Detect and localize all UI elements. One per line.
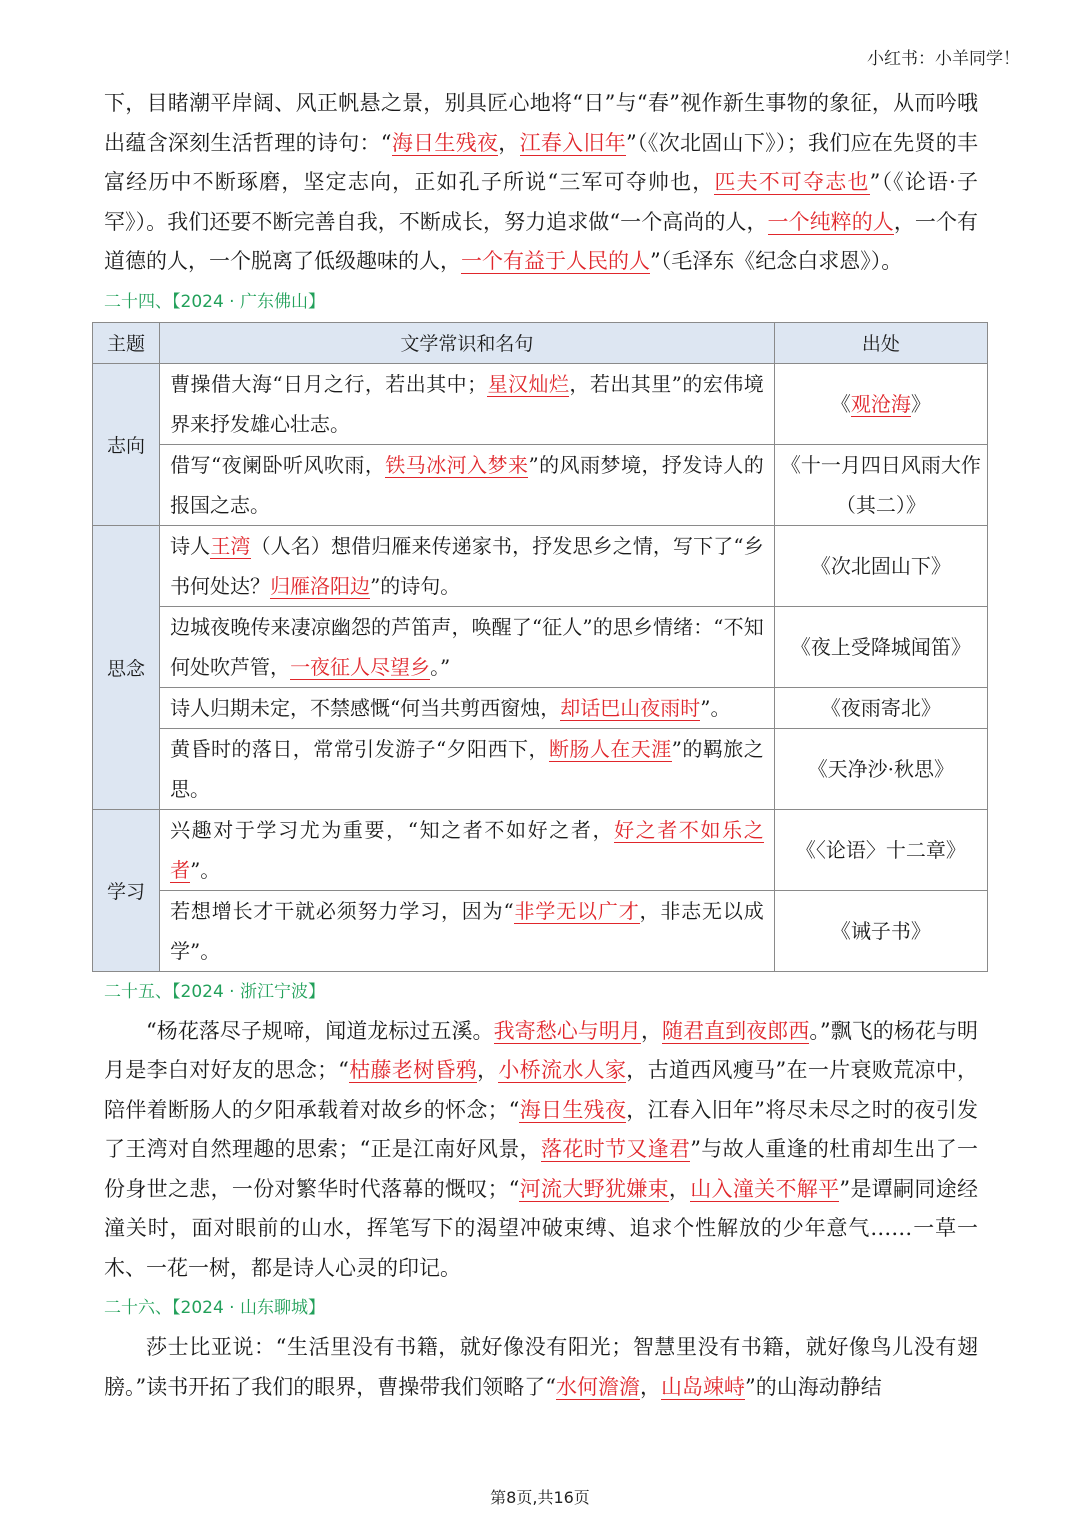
answer-text: 匹夫不可夺志也: [714, 170, 870, 194]
table-row: [93, 606, 988, 687]
section-26-heading: 二十六、【2024 · 山东聊城】: [104, 1298, 325, 1318]
content-cell: 边城夜晚传来凄凉幽怨的芦笛声，唤醒了“征人”的思乡情绪：“不知何处吹芦管，一夜征人尽望乡。”: [160, 606, 775, 687]
answer-text: 一个有益于人民的人: [461, 249, 650, 273]
table-row: [93, 525, 988, 606]
content-cell: 诗人归期未定，不禁感慨“何当共剪西窗烛，却话巴山夜雨时”。: [160, 687, 775, 728]
content-cell: 曹操借大海“日月之行，若出其中；星汉灿烂，若出其里”的宏伟境界来抒发雄心壮志。: [160, 363, 775, 444]
source-cell: 《观沧海》: [774, 363, 987, 444]
answer-text: 海日生残夜: [391, 130, 499, 155]
section-25-paragraph: “杨花落尽子规啼，闻道龙标过五溪。我寄愁心与明月，随君直到夜郎西。”飘飞的杨花与明月是李白对好友的思念；“枯藤老树昏鸦，小桥流水人家，古道西风瘦马”在一片衰败荒凉中，陪伴着断肠人的夕阳承载着对故乡的怀念；“海日生残夜，江春入旧年”将尽未尽之时的夜引发了王湾对自然理趣的思索；“正是江南好风景，落花时节又逢君”与故人重逢的杜甫却生出了一份身世之悲，一份对繁华时代落幕的慨叹；“河流大野犹嫌束，山入潼关不解平”是谭嗣同途经潼关时，面对眼前的山水，挥笔写下的渴望冲破束缚、追求个性解放的少年意气……一草一木、一花一树，都是诗人心灵的印记。: [104, 1018, 979, 1280]
section-26-paragraph: 莎士比亚说：“生活里没有书籍，就好像没有阳光；智慧里没有书籍，就好像鸟儿没有翅膀。”读书开拓了我们的眼界，曹操带我们领略了“水何澹澹，山岛竦峙”的山海动静结: [104, 1335, 978, 1399]
table-row: [93, 363, 988, 444]
theme-cell: 学习: [93, 809, 160, 971]
header-content: 文学常识和名句: [160, 322, 775, 363]
table-row: [93, 890, 988, 971]
header-theme: 主题: [93, 322, 160, 363]
section-25-heading: 二十五、【2024 · 浙江宁波】: [104, 981, 325, 1002]
content-cell: 兴趣对于学习尤为重要，“知之者不如好之者，好之者不如乐之者”。: [160, 809, 775, 890]
watermark: 小红书：小羊同学！: [867, 49, 1020, 69]
answer-text: 一个纯粹的人: [767, 209, 894, 234]
page-number: 第8页,共16页: [490, 1488, 590, 1507]
table-header-row: [93, 322, 988, 363]
table-row: [93, 809, 988, 890]
theme-cell: 思念: [93, 525, 160, 809]
source-cell: 《天净沙·秋思》: [774, 728, 987, 809]
answer-text: 江春入旧年: [519, 130, 627, 155]
table-row: [93, 728, 988, 809]
source-cell: 《〈论语〉十二章》: [774, 809, 987, 890]
source-cell: 《诫子书》: [774, 890, 987, 971]
content-cell: 诗人王湾（人名）想借归雁来传递家书，抒发思乡之情，写下了“乡书何处达？归雁洛阳边”的诗句。: [160, 525, 775, 606]
page-body: [104, 84, 981, 1407]
table-row: [93, 687, 988, 728]
source-cell: 《十一月四日风雨大作（其二）》: [774, 444, 987, 525]
source-cell: 《夜雨寄北》: [774, 687, 987, 728]
header-source: 出处: [774, 322, 987, 363]
content-cell: 若想增长才干就必须努力学习，因为“非学无以广才，非志无以成学”。: [160, 890, 775, 971]
theme-cell: 志向: [93, 363, 160, 525]
content-cell: 借写“夜阑卧听风吹雨，铁马冰河入梦来”的风雨梦境，抒发诗人的报国之志。: [160, 444, 775, 525]
content-cell: 黄昏时的落日，常常引发游子“夕阳西下，断肠人在天涯”的羁旅之思。: [160, 728, 775, 809]
intro-paragraph: 下，目睹潮平岸阔、风正帆悬之景，别具匠心地将“日”与“春”视作新生事物的象征，从而吟哦出蕴含深刻生活哲理的诗句：“海日生残夜，江春入旧年”（《次北固山下》）；我们应在先贤的丰富经历中不断琢磨，坚定志向，正如孔子所说“三军可夺帅也，匹夫不可夺志也”（《论语·子罕》）。我们还要不断完善自我，不断成长，努力追求做“一个高尚的人，一个纯粹的人，一个有道德的人，一个脱离了低级趣味的人，一个有益于人民的人”（毛泽东《纪念白求恩》）。: [104, 91, 979, 273]
source-cell: 《夜上受降城闻笛》: [774, 606, 987, 687]
literature-table: [92, 322, 988, 972]
section-24-heading: 二十四、【2024 · 广东佛山】: [104, 291, 325, 312]
table-row: [93, 444, 988, 525]
source-cell: 《次北固山下》: [774, 525, 987, 606]
